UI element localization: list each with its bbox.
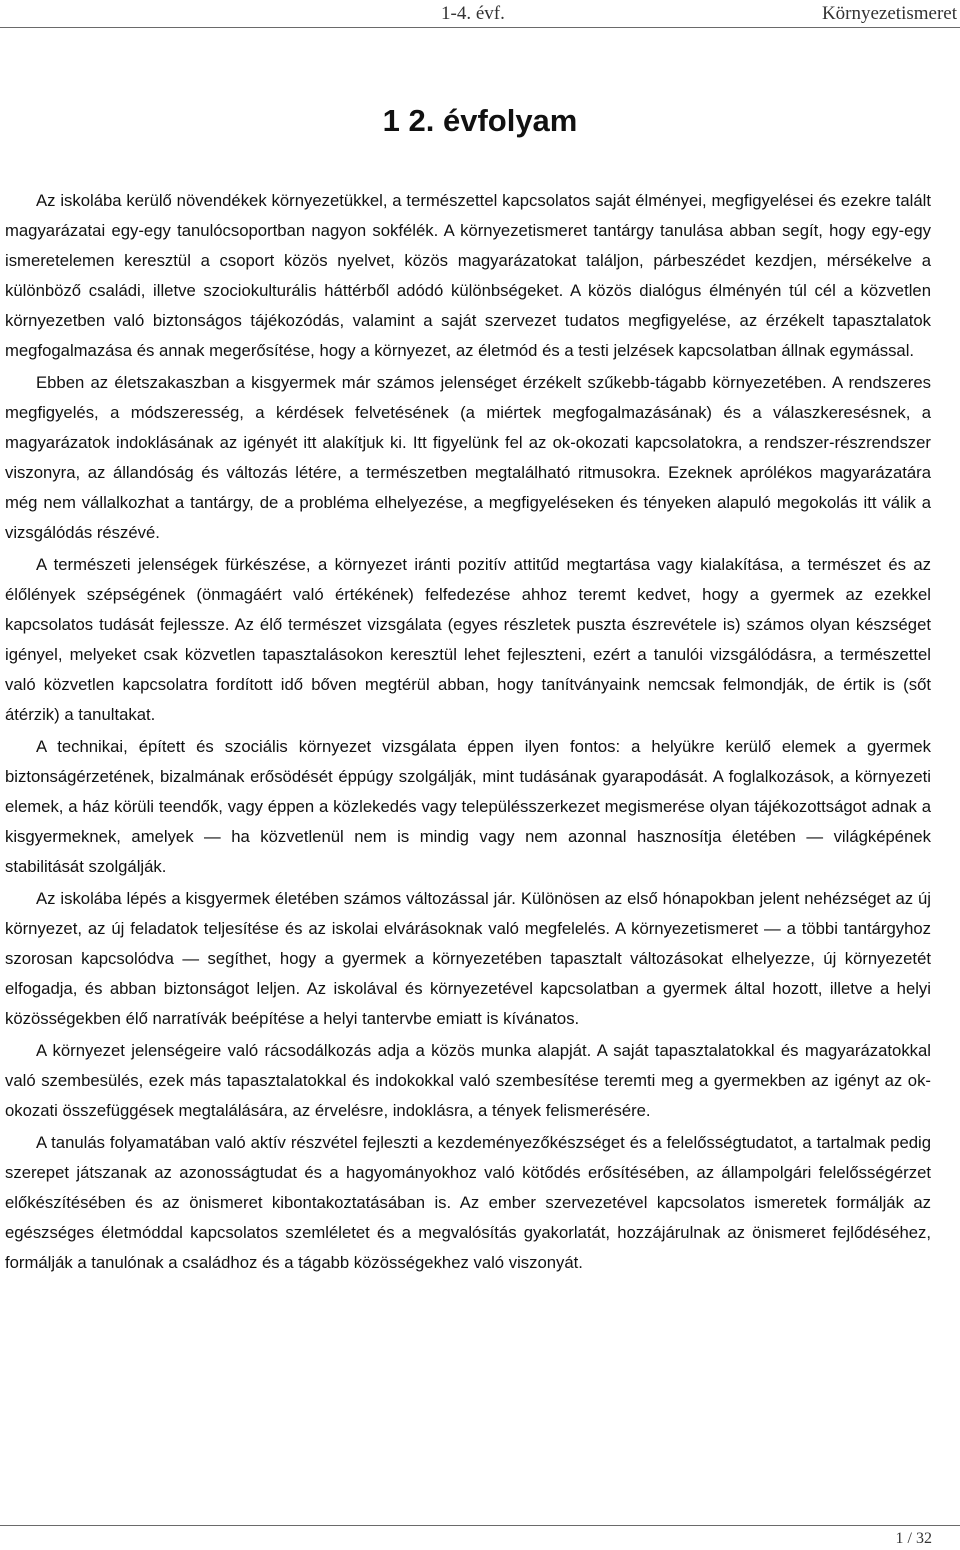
paragraph: A tanulás folyamatában való aktív részvétel fejleszti a kezdeményezőkészséget és a felelősségtudatot, a tartalmak pedig szerepet játszanak az azonosságtudat és a hagyományokhoz való kötődés erősítésében, az állampolgári felelősségérzet előkészítésében és az önismeret kibontakoztatásában is. Az ember szervezetével kapcsolatos ismeretek formálják az egészséges életmóddal kapcsolatos szemléletet és a megvalósítás gyakorlatát, hozzájárulnak az önismeret fejlődéséhez, formálják a tanulónak a családhoz és a tágabb közösségekhez való viszonyát.	[5, 1133, 931, 1272]
paragraph: Ebben az életszakaszban a kisgyermek már számos jelenséget érzékelt szűkebb-tágabb környezetében. A rendszeres megfigyelés, a módszeresség, a kérdések felvetésének (a miértek megfogalmazásának) és a válaszkeresésnek, a magyarázatok indoklásának az igényét itt alakítjuk ki. Itt figyelünk fel az ok-okozati kapcsolatokra, a rendszer-részrendszer viszonyra, az állandóság és változás létére, a természetben megtalálható ritmusokra. Ezeknek aprólékos magyarázatára még nem vállalkozhat a tantárgy, de a probléma elhelyezése, a megfigyeléseken és tényeken alapuló megokolás itt válik a vizsgálódás részévé.	[5, 373, 931, 542]
header-divider	[0, 27, 960, 28]
paragraph: Az iskolába lépés a kisgyermek életében számos változással jár. Különösen az első hónapokban jelent nehézséget az új környezet, az új feladatok teljesítése és az iskolai elvárásoknak való megfelelés. A környezetismeret — a többi tantárgyhoz szorosan kapcsolódva — segíthet, hogy a gyermek a környezetében tapasztalt változásokat elhelyezze, új környezetét elfogadja, és abban biztonságot leljen. Az iskolával és környezetével kapcsolatban a gyermek által hozott, illetve a helyi közösségekben élő narratívák beépítése a helyi tantervbe emiatt is kívánatos.	[5, 889, 931, 1028]
header-subject: Környezetismeret	[821, 3, 957, 24]
document-body	[5, 186, 931, 1280]
paragraph: A természeti jelenségek fürkészése, a környezet iránti pozitív attitűd megtartása vagy kialakítása, a természet és az élőlények szépségének (önmagáért való értékének) felfedezése ahhoz teremt kedvet, hogy a gyermek az ezekkel kapcsolatos tudását fejlessze. Az élő természet vizsgálata (egyes részletek puszta észrevétele is) számos olyan készséget igényel, melyeket csak közvetlen tapasztalásokon keresztül lehet fejleszteni, ezért a tanulói vizsgálódásra, a természettel való közvetlen kapcsolatra fordított idő bőven megtérül abban, hogy tanítványaink nemcsak felmondják, de értik is (sőt átérzik) a tanultakat.	[5, 555, 931, 724]
paragraph: A környezet jelenségeire való rácsodálkozás adja a közös munka alapját. A saját tapasztalatokkal és magyarázatokkal való szembesülés, ezek más tapasztalatokkal és indokokkal való szembesítése teremti meg a gyermekben az igényt az ok-okozati összefüggések megtalálására, az érvelésre, indoklásra, a tények felismerésére.	[5, 1041, 931, 1120]
paragraph: A technikai, épített és szociális környezet vizsgálata éppen ilyen fontos: a helyükre kerülő elemek a gyermek biztonságérzetének, bizalmának erősödését éppúgy szolgálják, mint tudásának gyarapodását. A foglalkozások, a környezeti elemek, a ház körüli teendők, vagy éppen a közlekedés vagy településszerkezet megismerése olyan tájékozottságot adnak a kisgyermeknek, amelyek — ha közvetlenül nem is mindig vagy nem azonnal hasznosítja életében — világképének stabilitását szolgálják.	[5, 737, 931, 876]
page-number: 1 / 32	[895, 1530, 932, 1547]
paragraph: Az iskolába kerülő növendékek környezetükkel, a természettel kapcsolatos saját élményei, megfigyelései és ezekre talált magyarázatai egy-egy tanulócsoportban nagyon sokfélék. A környezetismeret tantárgy tanulása abban segít, hogy egy-egy ismeretelemen keresztül a csoport közös nyelvet, közös magyarázatokat találjon, párbeszédet kezdjen, mérsékelve a különböző családi, illetve szociokulturális háttérből adódó különbségeket. A közös dialógus élményén túl cél a közvetlen környezetben való biztonságos tájékozódás, valamint a saját szervezet tudatos megfigyelése, az érzékelt tapasztalatok megfogalmazása és annak megerősítése, hogy a környezet, az életmód és a testi jelzések kapcsolatban állnak egymással.	[5, 191, 931, 360]
page-header	[0, 0, 960, 30]
footer-divider	[0, 1525, 960, 1526]
header-grade-range: 1-4. évf.	[441, 3, 505, 24]
page-title: 1 2. évfolyam	[382, 103, 578, 138]
